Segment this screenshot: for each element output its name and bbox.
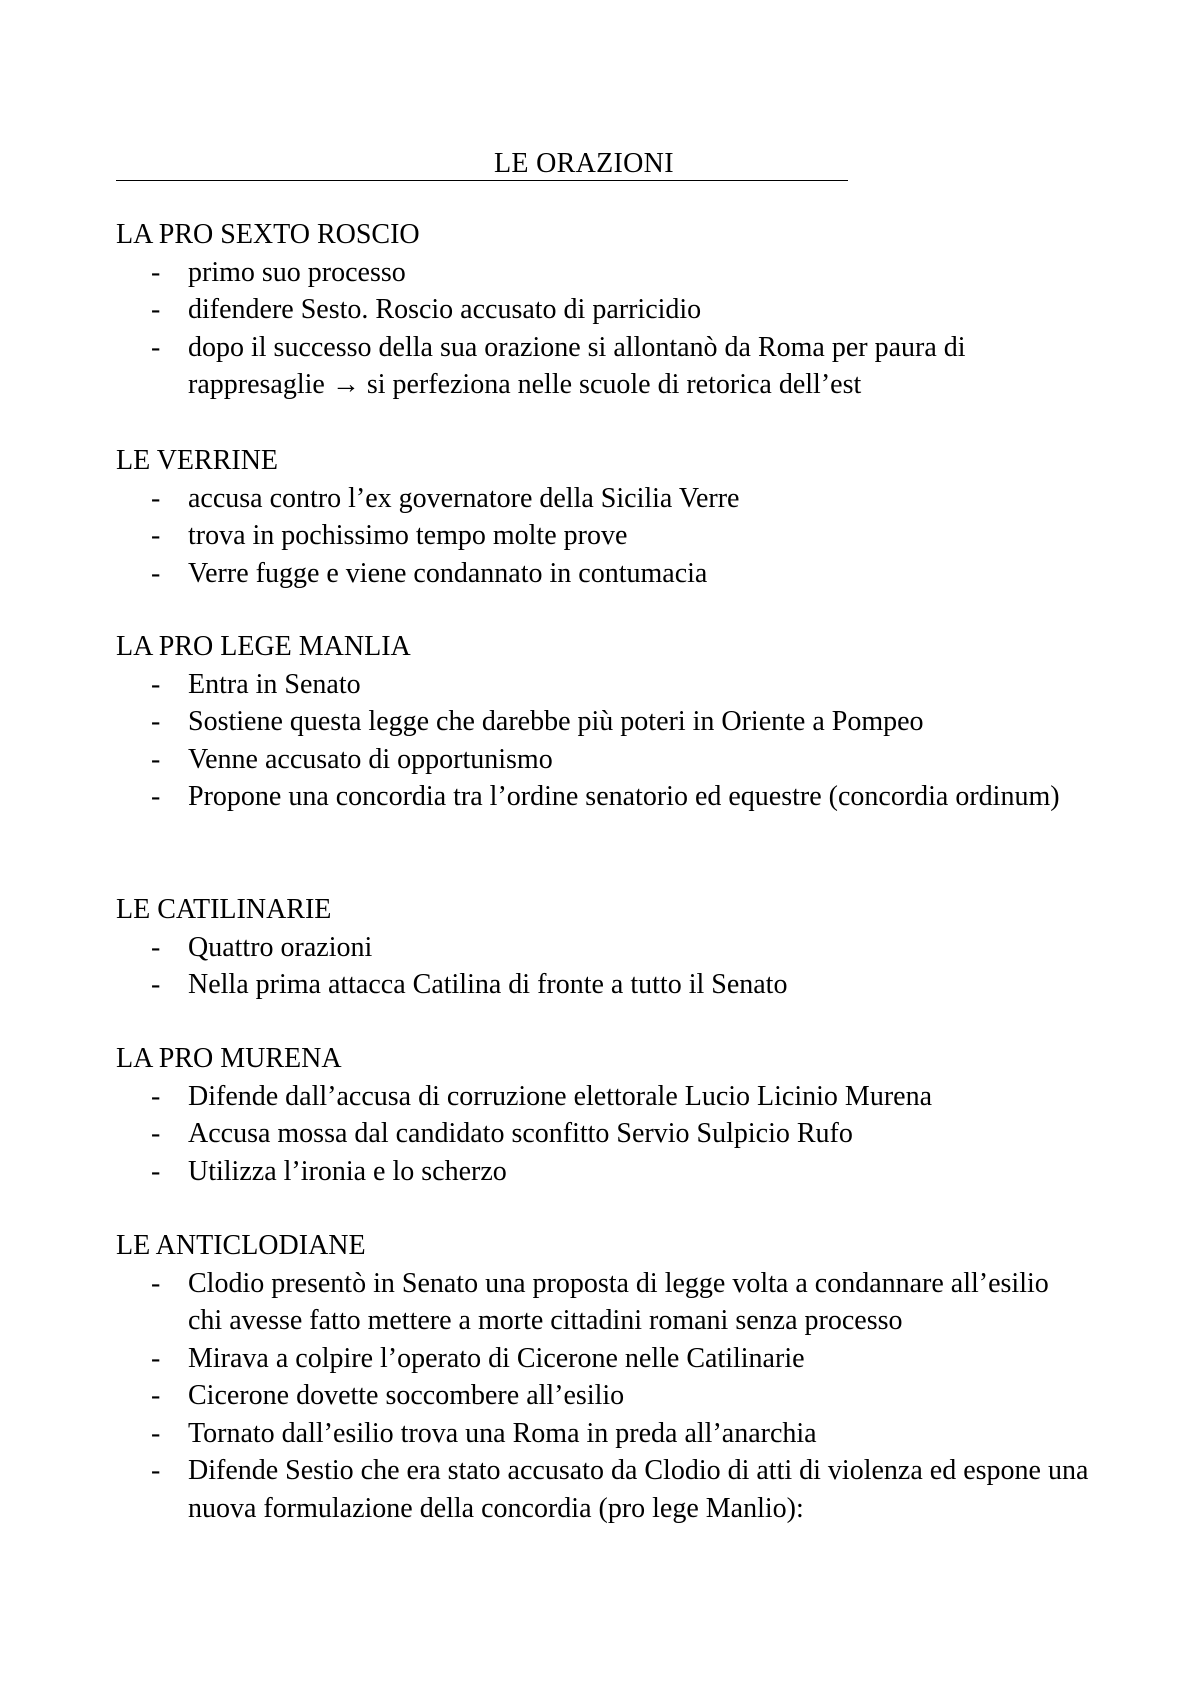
section-heading: LE ANTICLODIANE [116,1230,366,1261]
bullet-dash: - [151,520,161,551]
bullet-list [116,666,1116,816]
list-item-text: Nella prima attacca Catilina di fronte a tutto il Senato [188,969,788,1000]
list-item-text: accusa contro l’ex governatore della Sicilia Verre [188,482,740,514]
list-item-text: Difende dall’accusa di corruzione elettorale Lucio Licinio Murena [188,1080,932,1112]
list-item [116,966,1116,1004]
list-item-text: Sostiene questa legge che darebbe più poteri in Oriente a Pompeo [188,706,924,737]
list-item-text: Clodio presentò in Senato una proposta di legge volta a condannare all’esilio chi avesse fatto mettere a morte cittadini romani senza processo [188,1267,1049,1336]
list-item-text: Verre fugge e viene condannato in contumacia [188,557,708,589]
bullet-dash: - [151,931,161,963]
bullet-dash: - [151,1417,161,1449]
section-pro-lege-manlia [116,628,1116,816]
list-item [116,480,1116,518]
bullet-dash: - [151,668,161,700]
bullet-dash: - [151,781,161,812]
list-item [116,1265,1068,1340]
list-item [116,254,968,292]
list-item-text: trova in pochissimo tempo molte prove [188,520,628,551]
list-item-text: difendere Sesto. Roscio accusato di parricidio [188,294,702,325]
bullet-dash: - [151,743,161,775]
bullet-list [116,1078,1116,1191]
list-item [116,1078,1116,1116]
list-item [116,329,1108,404]
bullet-dash: - [151,1267,161,1299]
section-heading: LA PRO LEGE MANLIA [116,631,411,662]
bullet-dash: - [151,1118,161,1149]
bullet-list [116,480,1116,593]
section-catilinarie [116,891,1116,1004]
list-item [116,666,1116,704]
list-item-text: Accusa mossa dal candidato sconfitto Servio Sulpicio Rufo [188,1118,853,1149]
section-heading: LE CATILINARIE [116,894,332,925]
list-item [116,291,968,329]
section-heading: LE VERRINE [116,445,279,476]
section-heading: LA PRO SEXTO ROSCIO [116,219,420,250]
list-item [116,517,1116,555]
bullet-dash: - [151,331,161,363]
title-underline [116,148,848,181]
bullet-dash: - [151,1155,161,1187]
list-item-text: dopo il successo della sua orazione si allontanò da Roma per paura di rappresaglie → si perfeziona nelle scuole di retorica dell’est [188,331,966,400]
bullet-dash: - [151,557,161,589]
bullet-dash: - [151,969,161,1000]
list-item-text: Difende Sestio che era stato accusato da Clodio di atti di violenza ed espone una nuova formulazione della concordia (pro lege Manlio): [188,1455,1089,1524]
bullet-list [116,1265,1116,1528]
bullet-dash: - [151,482,161,514]
list-item [116,555,1116,593]
bullet-dash: - [151,1080,161,1112]
list-item [116,929,1116,967]
bullet-list [116,929,1116,1004]
list-item [116,1377,1116,1415]
list-item [116,1415,1116,1453]
list-item [116,703,1116,741]
bullet-dash: - [151,1455,161,1486]
list-item-text: Venne accusato di opportunismo [188,743,553,775]
list-item [116,1452,1108,1527]
list-item-text: Tornato dall’esilio trova una Roma in preda all’anarchia [188,1417,817,1449]
list-item-text: Propone una concordia tra l’ordine senatorio ed equestre (concordia ordinum) [188,781,1060,812]
list-item [116,1153,1116,1191]
section-pro-sexto-roscio [116,216,1116,404]
list-item [116,1340,1116,1378]
section-verrine [116,442,1116,592]
list-item-text: Mirava a colpire l’operato di Cicerone nelle Catilinarie [188,1342,805,1374]
section-anticlodiane [116,1227,1116,1527]
bullet-list [116,254,1116,404]
section-pro-murena [116,1040,1116,1190]
list-item [116,778,1098,816]
document-title: LE ORAZIONI [494,148,674,179]
bullet-dash: - [151,256,161,288]
list-item-text: Cicerone dovette soccombere all’esilio [188,1380,625,1411]
list-item [116,741,1116,779]
list-item [116,1115,1116,1153]
list-item-text: Utilizza l’ironia e lo scherzo [188,1155,507,1187]
bullet-dash: - [151,1380,161,1411]
list-item-text: primo suo processo [188,256,406,288]
section-heading: LA PRO MURENA [116,1043,342,1074]
bullet-dash: - [151,1342,161,1374]
list-item-text: Quattro orazioni [188,931,373,963]
list-item-text: Entra in Senato [188,668,361,700]
bullet-dash: - [151,294,161,325]
bullet-dash: - [151,706,161,737]
